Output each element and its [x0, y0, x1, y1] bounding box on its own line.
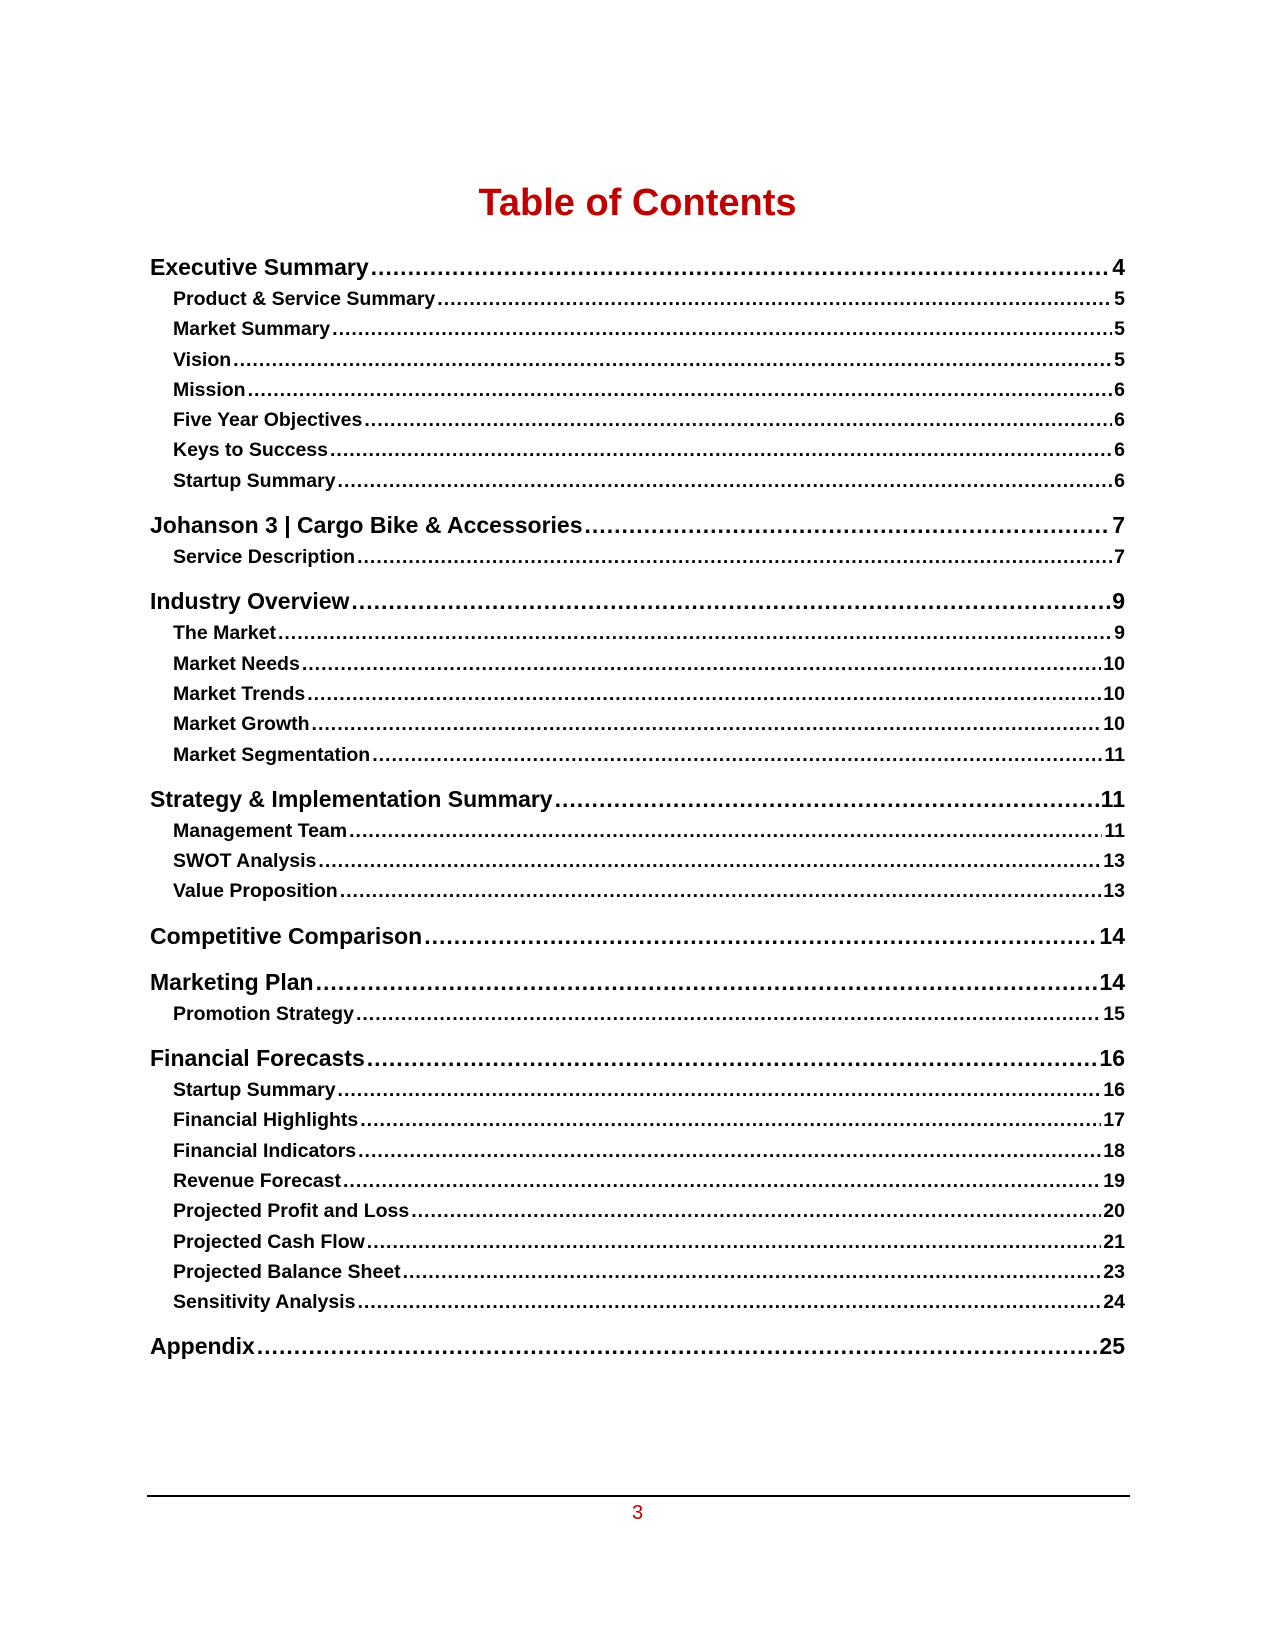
toc-subheading[interactable]	[150, 740, 1125, 770]
toc-entry-title: Startup Summary	[173, 469, 336, 492]
toc-entry-title: Projected Cash Flow	[173, 1230, 365, 1253]
toc-section	[150, 1329, 1125, 1363]
toc-entry-page: 11	[1104, 819, 1125, 842]
toc-entry-title: Johanson 3 | Cargo Bike & Accessories	[150, 512, 583, 539]
toc-entry-title: Financial Indicators	[173, 1139, 357, 1162]
toc-heading[interactable]	[150, 1041, 1125, 1075]
toc-entry-page: 14	[1099, 968, 1125, 995]
dot-leader	[356, 999, 1101, 1029]
toc-subheading[interactable]	[150, 679, 1125, 709]
toc-heading[interactable]	[150, 508, 1125, 542]
toc-entry-page: 23	[1103, 1260, 1125, 1283]
dot-leader	[411, 1196, 1101, 1226]
toc-entry-title: Executive Summary	[150, 254, 369, 280]
toc-subheading[interactable]	[150, 1196, 1125, 1226]
toc-entry-title: Keys to Success	[173, 439, 329, 462]
toc-entry-title: Market Needs	[173, 652, 300, 675]
toc-entry-page: 13	[1103, 880, 1125, 903]
dot-leader	[330, 435, 1112, 465]
toc-subheading[interactable]	[150, 618, 1125, 648]
toc-subheading[interactable]	[150, 1075, 1125, 1105]
dot-leader	[318, 846, 1101, 876]
toc-subheading[interactable]	[150, 709, 1125, 739]
toc-section	[150, 584, 1125, 769]
toc-entry-page: 6	[1114, 409, 1125, 432]
toc-entry-title: Market Summary	[173, 318, 331, 341]
toc-entry-title: Market Trends	[173, 682, 306, 705]
dot-leader	[338, 1075, 1102, 1105]
toc-section	[150, 508, 1125, 572]
dot-leader	[357, 542, 1112, 572]
toc-entry-page: 5	[1114, 318, 1125, 341]
toc-entry-page: 15	[1103, 1002, 1125, 1025]
footer-divider	[147, 1495, 1130, 1497]
dot-leader	[233, 345, 1112, 375]
page-number: 3	[631, 1502, 644, 1524]
toc-subheading[interactable]	[150, 466, 1125, 496]
toc-subheading[interactable]	[150, 1105, 1125, 1135]
toc-subheading[interactable]	[150, 1166, 1125, 1196]
toc-entry-page: 6	[1114, 378, 1125, 401]
toc-subheading[interactable]	[150, 1227, 1125, 1257]
toc-entry-page: 10	[1103, 652, 1125, 675]
toc-entry-title: Product & Service Summary	[173, 288, 436, 310]
toc-entry-page: 21	[1103, 1230, 1125, 1253]
toc-entry-page: 7	[1114, 546, 1125, 569]
toc-entry-title: Industry Overview	[150, 588, 350, 615]
toc-section	[150, 250, 1125, 496]
dot-leader	[424, 919, 1097, 953]
toc-subheading[interactable]	[150, 1257, 1125, 1287]
toc-entry-title: Competitive Comparison	[150, 922, 423, 949]
toc-subheading[interactable]	[150, 284, 1125, 314]
toc-entry-title: Revenue Forecast	[173, 1169, 341, 1192]
toc-entry-page: 11	[1104, 743, 1125, 766]
toc-subheading[interactable]	[150, 345, 1125, 375]
toc-heading[interactable]	[150, 584, 1125, 618]
toc-subheading[interactable]	[150, 375, 1125, 405]
toc-subheading[interactable]	[150, 876, 1125, 906]
toc-entry-page: 18	[1103, 1139, 1125, 1162]
toc-entry-page: 13	[1103, 850, 1125, 873]
dot-leader	[403, 1257, 1102, 1287]
toc-entry-page: 16	[1099, 1045, 1125, 1072]
toc-entry-title: Appendix	[150, 1333, 255, 1360]
toc-subheading[interactable]	[150, 314, 1125, 344]
toc-entry-title: Sensitivity Analysis	[173, 1291, 356, 1314]
dot-leader	[555, 782, 1099, 816]
toc-entry-page: 5	[1114, 288, 1125, 310]
toc-subheading[interactable]	[150, 1136, 1125, 1166]
dot-leader	[351, 584, 1110, 618]
toc-entry-page: 24	[1103, 1291, 1125, 1314]
toc-entry-title: Vision	[173, 348, 232, 371]
toc-entry-title: Projected Profit and Loss	[173, 1200, 410, 1223]
dot-leader	[343, 1166, 1101, 1196]
page-title: Table of Contents	[478, 182, 797, 225]
dot-leader	[338, 466, 1113, 496]
toc-subheading[interactable]	[150, 846, 1125, 876]
dot-leader	[257, 1329, 1098, 1363]
toc-entry-page: 4	[1112, 254, 1125, 280]
toc-entry-page: 9	[1112, 588, 1125, 615]
toc-heading[interactable]	[150, 965, 1125, 999]
dot-leader	[302, 649, 1101, 679]
toc-entry-title: Projected Balance Sheet	[173, 1260, 401, 1283]
toc-entry-page: 5	[1114, 348, 1125, 371]
toc-heading[interactable]	[150, 1329, 1125, 1363]
dot-leader	[340, 876, 1102, 906]
dot-leader	[307, 679, 1101, 709]
toc-heading[interactable]	[150, 250, 1125, 284]
dot-leader	[364, 405, 1112, 435]
dot-leader	[332, 314, 1112, 344]
toc-subheading[interactable]	[150, 816, 1125, 846]
toc-entry-page: 17	[1103, 1109, 1125, 1132]
toc-entry-page: 6	[1114, 439, 1125, 462]
dot-leader	[437, 284, 1112, 314]
dot-leader	[357, 1287, 1101, 1317]
toc-entry-page: 10	[1103, 713, 1125, 736]
toc-entry-page: 10	[1103, 682, 1125, 705]
toc-entry-title: Management Team	[173, 819, 348, 842]
toc-entry-page: 19	[1103, 1169, 1125, 1192]
toc-entry-title: Strategy & Implementation Summary	[150, 785, 553, 812]
table-of-contents	[150, 250, 1125, 1375]
toc-heading[interactable]	[150, 919, 1125, 953]
toc-section	[150, 965, 1125, 1029]
toc-heading[interactable]	[150, 782, 1125, 816]
toc-entry-title: Mission	[173, 378, 246, 401]
toc-entry-page: 9	[1114, 622, 1125, 645]
toc-subheading[interactable]	[150, 435, 1125, 465]
toc-entry-title: Five Year Objectives	[173, 409, 363, 432]
toc-subheading[interactable]	[150, 542, 1125, 572]
toc-entry-title: Value Proposition	[173, 880, 338, 903]
toc-subheading[interactable]	[150, 1287, 1125, 1317]
toc-entry-page: 11	[1100, 785, 1125, 812]
toc-section	[150, 782, 1125, 907]
dot-leader	[360, 1105, 1101, 1135]
dot-leader	[585, 508, 1111, 542]
toc-entry-title: Market Segmentation	[173, 743, 371, 766]
toc-entry-title: Marketing Plan	[150, 968, 314, 995]
dot-leader	[312, 709, 1102, 739]
dot-leader	[367, 1227, 1102, 1257]
dot-leader	[371, 250, 1111, 284]
toc-entry-page: 14	[1099, 922, 1125, 949]
toc-subheading[interactable]	[150, 649, 1125, 679]
toc-section	[150, 919, 1125, 953]
toc-entry-title: SWOT Analysis	[173, 850, 317, 873]
dot-leader	[349, 816, 1102, 846]
toc-subheading[interactable]	[150, 405, 1125, 435]
dot-leader	[367, 1041, 1098, 1075]
toc-entry-page: 6	[1114, 469, 1125, 492]
toc-entry-title: Service Description	[173, 546, 356, 569]
toc-entry-title: Financial Forecasts	[150, 1045, 365, 1072]
toc-entry-title: Promotion Strategy	[173, 1002, 354, 1025]
dot-leader	[316, 965, 1098, 999]
toc-entry-title: Market Growth	[173, 713, 310, 736]
dot-leader	[248, 375, 1113, 405]
dot-leader	[358, 1136, 1101, 1166]
dot-leader	[278, 618, 1112, 648]
toc-entry-page: 16	[1103, 1079, 1125, 1102]
toc-entry-page: 20	[1103, 1200, 1125, 1223]
toc-entry-title: The Market	[173, 622, 276, 645]
toc-entry-title: Financial Highlights	[173, 1109, 359, 1132]
toc-section	[150, 1041, 1125, 1317]
toc-subheading[interactable]	[150, 999, 1125, 1029]
dot-leader	[372, 740, 1102, 770]
toc-entry-page: 7	[1112, 512, 1125, 539]
toc-entry-title: Startup Summary	[173, 1079, 336, 1102]
toc-entry-page: 25	[1099, 1333, 1125, 1360]
